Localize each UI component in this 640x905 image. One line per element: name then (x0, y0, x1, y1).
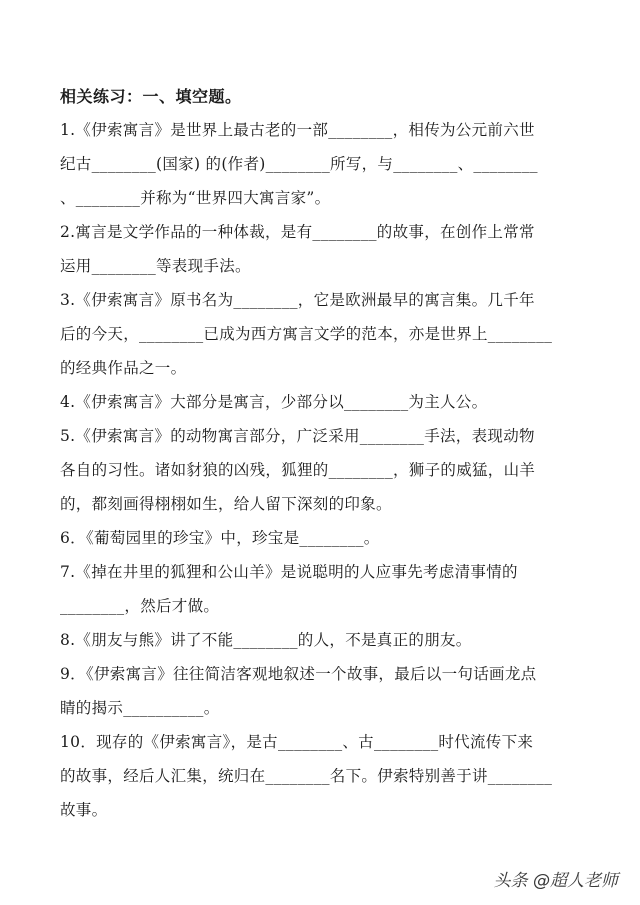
text-line: 9．《伊索寓言》往往简洁客观地叙述一个故事，最后以一句话画龙点 (60, 665, 537, 683)
watermark-text: 头条 @超人老师 (493, 871, 618, 891)
text-line: 8.《朋友与熊》讲了不能________的人，不是真正的朋友。 (60, 631, 472, 649)
text-line: 、________并称为“世界四大寓言家”。 (60, 189, 331, 207)
exercise-heading: 相关练习：一、填空题。 (60, 87, 242, 106)
text-line: 后的今天，________已成为西方寓言文学的范本，亦是世界上________ (60, 325, 553, 343)
text-line: 睛的揭示__________。 (60, 699, 220, 717)
text-line: 2.寓言是文学作品的一种体裁，是有________的故事，在创作上常常 (60, 223, 535, 241)
text-line: 纪古________(国家) 的(作者)________所写，与________、________ (60, 155, 538, 173)
text-line: 的，都刻画得栩栩如生，给人留下深刻的印象。 (60, 495, 392, 513)
text-line: 的故事，经后人汇集，统归在________名下。伊索特别善于讲________ (60, 767, 553, 785)
text-line: 3.《伊索寓言》原书名为________，它是欧洲最早的寓言集。几千年 (60, 291, 535, 309)
text-line: 5.《伊索寓言》的动物寓言部分，广泛采用________手法，表现动物 (60, 427, 535, 445)
text-line: 运用________等表现手法。 (60, 257, 251, 275)
text-line: ________，然后才做。 (60, 597, 220, 615)
text-line: 各自的习性。诸如豺狼的凶残，狐狸的________，狮子的威猛，山羊 (60, 461, 536, 479)
text-line: 7.《掉在井里的狐狸和公山羊》是说聪明的人应事先考虑清事情的 (60, 563, 518, 581)
text-line: 故事。 (60, 801, 108, 819)
text-line: 的经典作品之一。 (60, 359, 187, 377)
text-line: 1.《伊索寓言》是世界上最古老的一部________，相传为公元前六世 (60, 121, 535, 139)
text-line: 4.《伊索寓言》大部分是寓言，少部分以________为主人公。 (60, 393, 488, 411)
text-line: 10．现存的《伊索寓言》，是古________、古________时代流传下来 (60, 733, 534, 751)
text-line: 6．《葡萄园里的珍宝》中，珍宝是________。 (60, 529, 380, 547)
